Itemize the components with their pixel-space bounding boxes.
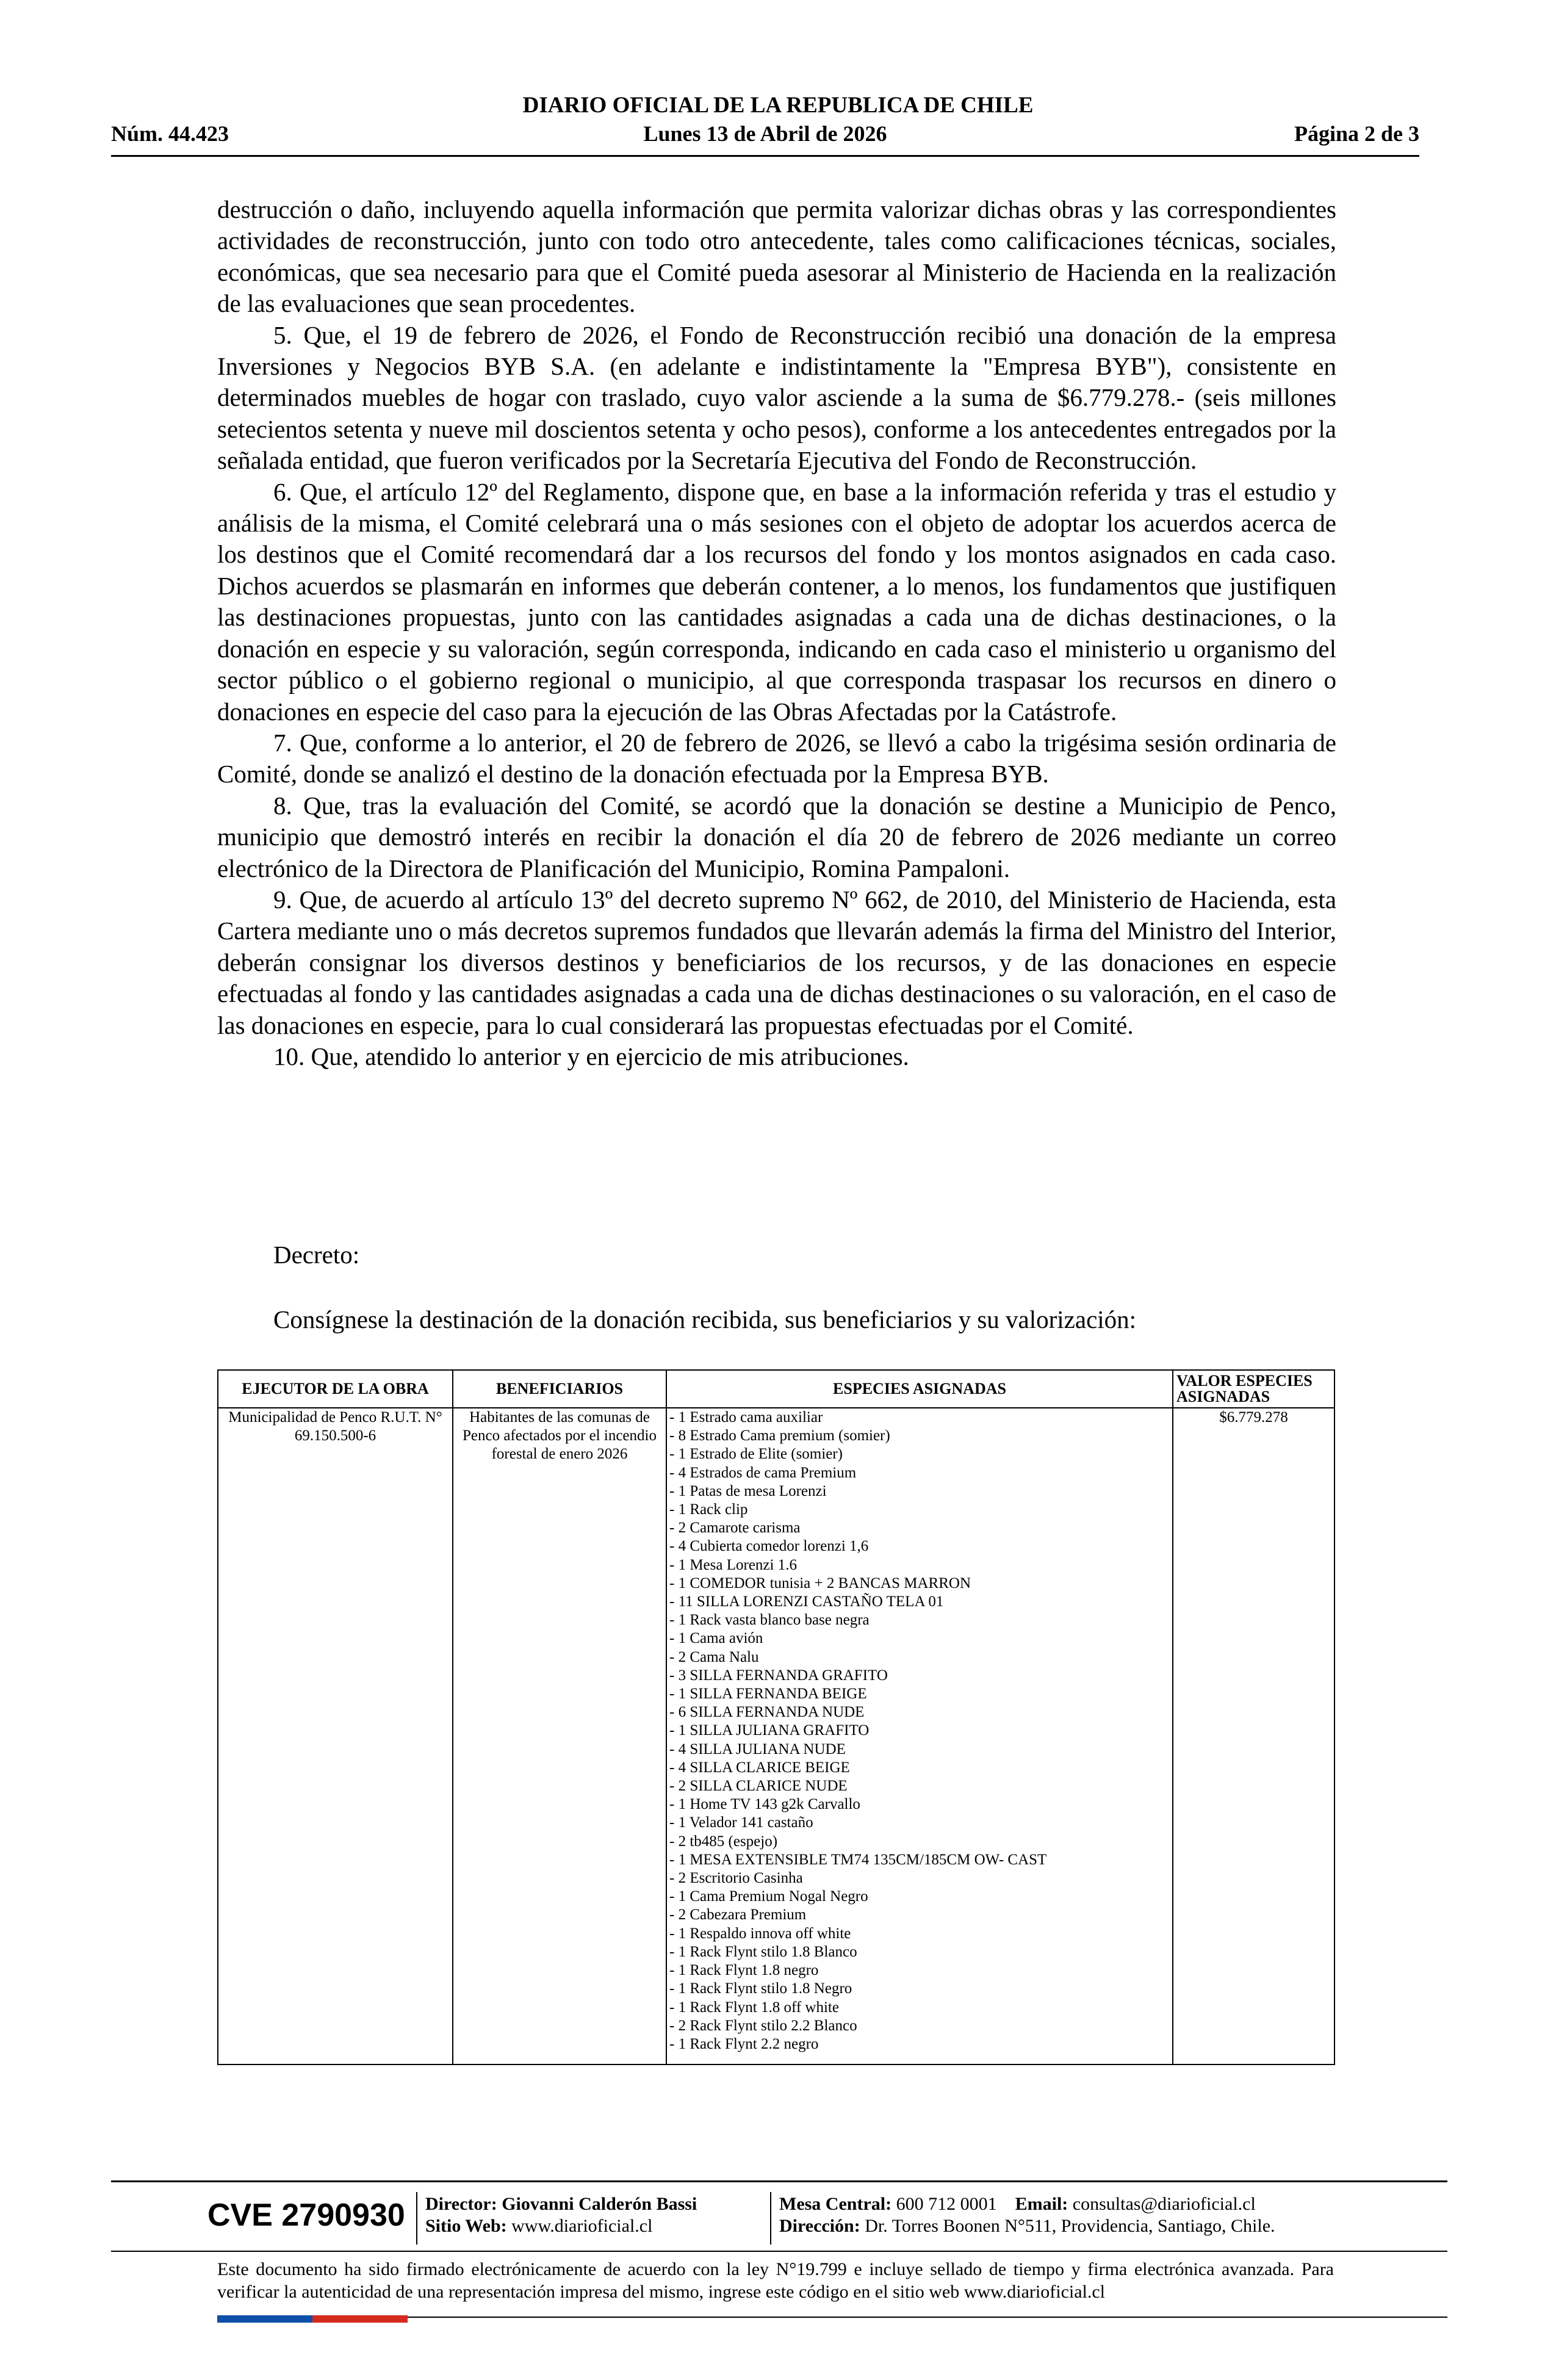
species-item: - 4 Cubierta comedor lorenzi 1,6	[669, 1538, 869, 1555]
species-item: - 1 Patas de mesa Lorenzi	[669, 1482, 827, 1499]
table-row	[218, 1408, 1334, 2064]
species-item: - 4 SILLA CLARICE BEIGE	[669, 1759, 850, 1776]
footer-disclaimer: Este documento ha sido firmado electrónicamente de acuerdo con la ley N°19.799 e incluye sellado de tiempo y firma electrónica avanzada. Para verificar la autenticidad de una representación impresa del mismo, ingrese este código en el sitio web www.diarioficial.cl	[217, 2259, 1334, 2302]
species-item: - 4 Estrados de cama Premium	[669, 1464, 857, 1481]
paragraph-8: 8. Que, tras la evaluación del Comité, se acordó que la donación se destine a Municipio de Penco, municipio que demostró interés en recibir la donación el día 20 de febrero de 2026 mediante un correo electrónico de la Directora de Planificación del Municipio, Romina Pampaloni.	[217, 791, 1336, 882]
issue-number: Núm. 44.423	[111, 121, 229, 146]
species-item: - 1 Rack Flynt 1.8 off white	[669, 1999, 839, 2016]
species-item: - 6 SILLA FERNANDA NUDE	[669, 1704, 865, 1721]
cve-code: CVE 2790930	[207, 2198, 405, 2233]
header-row	[111, 120, 1419, 147]
publication-title: DIARIO OFICIAL DE LA REPUBLICA DE CHILE	[522, 93, 1034, 118]
species-item: - 2 Cama Nalu	[669, 1648, 759, 1665]
paragraph-7: 7. Que, conforme a lo anterior, el 20 de febrero de 2026, se llevó a cabo la trigésima sesión ordinaria de Comité, donde se analizó el destino de la donación efectuada por la Empresa BYB.	[217, 728, 1336, 788]
page-number: Página 2 de 3	[1294, 121, 1419, 146]
species-item: - 1 Cama Premium Nogal Negro	[669, 1888, 868, 1905]
species-item: - 2 Rack Flynt stilo 2.2 Blanco	[669, 2017, 857, 2034]
footer-separator	[770, 2192, 771, 2245]
species-item: - 1 Rack Flynt stilo 1.8 Blanco	[669, 1943, 857, 1960]
species-item: - 1 Rack Flynt 2.2 negro	[669, 2035, 819, 2052]
cell-value: $6.779.278	[1173, 1408, 1334, 2064]
body-text	[217, 194, 1336, 1225]
address: Dr. Torres Boonen N°511, Providencia, Santiago, Chile.	[865, 2216, 1275, 2236]
species-item: - 1 Mesa Lorenzi 1.6	[669, 1556, 797, 1573]
species-item: - 1 Rack clip	[669, 1501, 748, 1518]
species-item: - 1 Respaldo innova off white	[669, 1925, 851, 1942]
species-item: - 2 Escritorio Casinha	[669, 1870, 803, 1887]
consignment-intro: Consígnese la destinación de la donación recibida, sus beneficiarios y su valorización:	[273, 1305, 1137, 1333]
header-executor: EJECUTOR DE LA OBRA	[218, 1370, 453, 1408]
species-item: - 1 Cama avión	[669, 1630, 763, 1647]
cell-beneficiaries: Habitantes de las comunas de Penco afectados por el incendio forestal de enero 2026	[453, 1408, 666, 2064]
cell-executor: Municipalidad de Penco R.U.T. N° 69.150.500-6	[218, 1408, 453, 2064]
species-item: - 8 Estrado Cama premium (somier)	[669, 1427, 890, 1444]
email-link[interactable]: consultas@diarioficial.cl	[1072, 2194, 1256, 2214]
director-label: Director:	[425, 2194, 497, 2214]
species-item: - 11 SILLA LORENZI CASTAÑO TELA 01	[669, 1593, 944, 1610]
director-name: Giovanni Calderón Bassi	[502, 2194, 697, 2214]
species-item: - 1 MESA EXTENSIBLE TM74 135CM/185CM OW- CAST	[669, 1851, 1047, 1868]
website-label: Sitio Web:	[425, 2216, 507, 2236]
phone-label: Mesa Central:	[779, 2194, 892, 2214]
paragraph-9: 9. Que, de acuerdo al artículo 13º del decreto supremo Nº 662, de 2010, del Ministerio de Hacienda, esta Cartera mediante uno o más decretos supremos fundados que llevarán además la firma del Ministro del Interior, deberán consignar los diversos destinos y beneficiarios de los recursos, y de las donaciones en especie efectuadas al fondo y las cantidades asignadas a cada una de dichas destinaciones o su valoración, en el caso de las donaciones en especie, para lo cual considerará las propuestas efectuadas por el Comité.	[217, 885, 1336, 1039]
cve-block	[111, 2192, 416, 2247]
paragraph-10: 10. Que, atendido lo anterior y en ejercicio de mis atribuciones.	[273, 1042, 909, 1070]
header-value: VALOR ESPECIES ASIGNADAS	[1173, 1370, 1334, 1408]
species-item: - 2 Cabezara Premium	[669, 1906, 807, 1924]
species-item: - 1 Rack vasta blanco base negra	[669, 1612, 870, 1629]
footer-contact-column	[779, 2193, 1275, 2237]
footer-director-column	[425, 2193, 697, 2237]
email-label: Email:	[1015, 2194, 1068, 2214]
header-divider	[111, 155, 1419, 157]
header-species: ESPECIES ASIGNADAS	[666, 1370, 1173, 1408]
decree-heading: Decreto:	[273, 1241, 360, 1269]
table-header-row	[218, 1370, 1334, 1408]
footer-divider-bottom	[111, 2251, 1447, 2252]
species-item: - 1 SILLA JULIANA GRAFITO	[669, 1722, 870, 1739]
phone-number: 600 712 0001	[896, 2194, 997, 2214]
species-item: - 2 Camarote carisma	[669, 1520, 801, 1537]
species-item: - 3 SILLA FERNANDA GRAFITO	[669, 1667, 888, 1684]
publication-date: Lunes 13 de Abril de 2026	[643, 121, 887, 146]
species-item: - 1 Home TV 143 g2k Carvallo	[669, 1796, 860, 1813]
species-item: - 1 Estrado cama auxiliar	[669, 1409, 823, 1426]
flag-bar	[217, 2315, 408, 2323]
footer-info	[111, 2192, 1447, 2247]
species-list	[669, 1408, 1169, 2054]
species-item: - 1 Velador 141 castaño	[669, 1814, 813, 1831]
species-item: - 1 Estrado de Elite (somier)	[669, 1446, 843, 1463]
website-link[interactable]: www.diarioficial.cl	[511, 2216, 653, 2236]
species-item: - 1 Rack Flynt 1.8 negro	[669, 1962, 819, 1979]
species-item: - 1 COMEDOR tunisia + 2 BANCAS MARRON	[669, 1574, 971, 1592]
species-item: - 1 SILLA FERNANDA BEIGE	[669, 1686, 867, 1703]
header-beneficiaries: BENEFICIARIOS	[453, 1370, 666, 1408]
footer-divider-last	[408, 2317, 1447, 2318]
species-item: - 2 SILLA CLARICE NUDE	[669, 1778, 848, 1795]
address-label: Dirección:	[779, 2216, 860, 2236]
paragraph-5: 5. Que, el 19 de febrero de 2026, el Fondo de Reconstrucción recibió una donación de la empresa Inversiones y Negocios BYB S.A. (en adelante e indistintamente la "Empresa BYB"), consistente en determinados muebles de hogar con traslado, cuyo valor asciende a la suma de $6.779.278.- (seis millones setecientos setenta y nueve mil doscientos setenta y ocho pesos), conforme a los antecedentes entregados por la señalada entidad, que fueron verificados por la Secretaría Ejecutiva del Fondo de Reconstrucción.	[217, 320, 1336, 475]
species-item: - 2 tb485 (espejo)	[669, 1833, 778, 1850]
footer-separator	[416, 2192, 417, 2245]
species-item: - 1 Rack Flynt stilo 1.8 Negro	[669, 1980, 852, 1997]
species-item: - 4 SILLA JULIANA NUDE	[669, 1740, 846, 1758]
flag-blue-stripe	[217, 2315, 312, 2323]
footer-divider-top	[111, 2180, 1447, 2182]
flag-red-stripe	[312, 2315, 408, 2323]
cell-species	[666, 1408, 1173, 2064]
paragraph-continuation: destrucción o daño, incluyendo aquella información que permita valorizar dichas obras y las correspondientes actividades de reconstrucción, junto con todo otro antecedente, tales como calificaciones técnicas, sociales, económicas, que sea necesario para que el Comité pueda asesorar al Ministerio de Hacienda en la realización de las evaluaciones que sean procedentes.	[217, 195, 1336, 318]
paragraph-6: 6. Que, el artículo 12º del Reglamento, dispone que, en base a la información referida y tras el estudio y análisis de la misma, el Comité celebrará una o más sesiones con el objeto de adoptar los acuerdos acerca de los destinos que el Comité recomendará dar a los recursos del fondo y los montos asignados en cada caso. Dichos acuerdos se plasmarán en informes que deberán contener, a lo menos, los fundamentos que justifiquen las destinaciones propuestas, junto con las cantidades asignadas a cada una de dichas destinaciones, o la donación en especie y su valoración, según corresponda, indicando en cada caso el ministerio u organismo del sector público o el gobierno regional o municipio, al que corresponda traspasar los recursos en dinero o donaciones en especie del caso para la ejecución de las Obras Afectadas por la Catástrofe.	[217, 477, 1336, 726]
donation-table	[217, 1369, 1335, 2065]
